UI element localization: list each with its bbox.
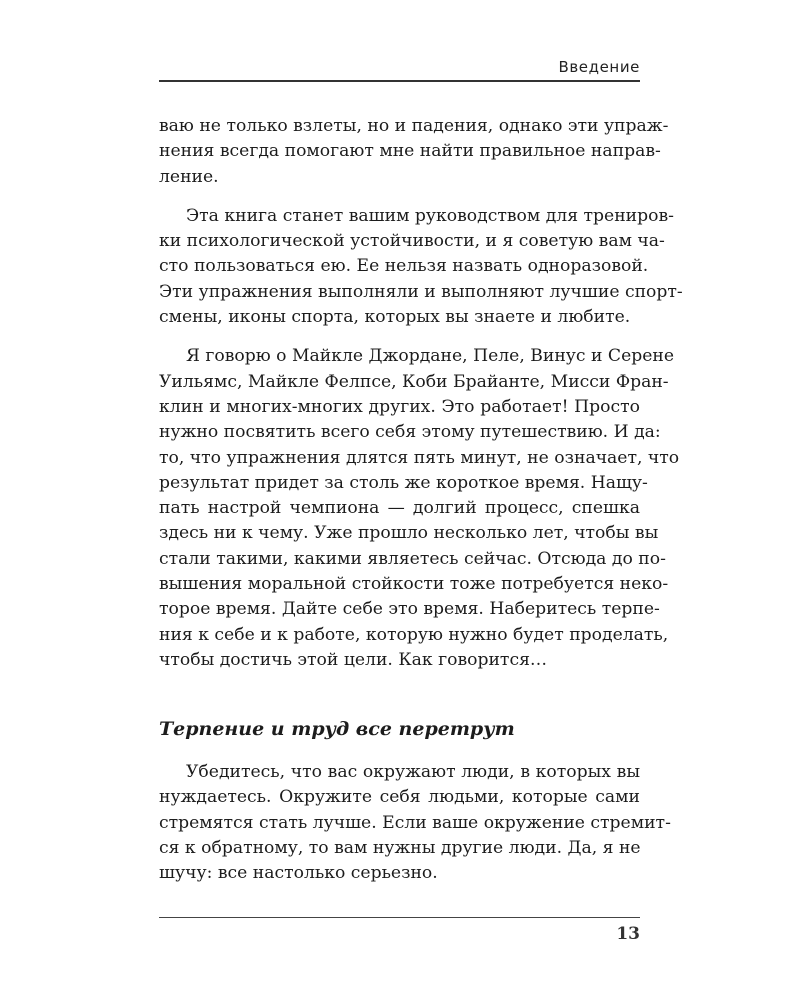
text-line: ки психологической устойчивости, и я советую вам ча-: [159, 231, 665, 252]
text-line: Уильямс, Майкле Фелпсе, Коби Брайанте, Мисси Фран-: [159, 371, 669, 392]
text-line: результат придет за столь же короткое время. Нащу-: [159, 472, 648, 493]
text-line: чтобы достичь этой цели. Как говорится…: [159, 649, 548, 670]
paragraph-1: [159, 114, 669, 190]
text-line: клин и многих-многих других. Это работает! Просто: [159, 396, 640, 417]
text-line: сто пользоваться ею. Ее нельзя назвать одноразовой.: [159, 256, 649, 277]
header-rule: [159, 80, 640, 82]
footer-rule: [159, 917, 640, 918]
text-line: здесь ни к чему. Уже прошло несколько лет, чтобы вы: [159, 523, 659, 544]
text-line-content: Убедитесь, что вас окружают люди, в которых вы: [186, 762, 640, 782]
text-line: [159, 344, 675, 369]
text-line: [159, 760, 640, 785]
text-line: смены, иконы спорта, которых вы знаете и любите.: [159, 307, 631, 328]
text-line: Эти упражнения выполняли и выполняют лучшие спорт-: [159, 281, 683, 302]
text-line: стали такими, какими являетесь сейчас. Отсюда до по-: [159, 548, 666, 569]
text-line: ния к себе и к работе, которую нужно будет проделать,: [159, 624, 669, 645]
text-line: стремятся стать лучше. Если ваше окружение стремит-: [159, 812, 671, 833]
text-line: пать настрой чемпиона — долгий процесс, спешка: [159, 498, 640, 519]
text-line: нения всегда помогают мне найти правильное направ-: [159, 141, 661, 162]
text-line: [159, 204, 674, 229]
text-line: ление.: [159, 166, 219, 187]
text-line-content: Эта книга станет вашим руководством для трениров-: [186, 205, 674, 226]
section-heading: Терпение и труд все перетрут: [159, 718, 515, 740]
text-line: шучу: все настолько серьезно.: [159, 863, 438, 884]
body-text: [159, 114, 683, 673]
text-line: то, что упражнения длятся пять минут, не означает, что: [159, 447, 680, 468]
text-line: ваю не только взлеты, но и падения, однако эти упраж-: [159, 116, 669, 136]
text-line: вышения моральной стойкости тоже потребуется неко-: [159, 574, 669, 595]
text-line: ся к обратному, то вам нужны другие люди. Да, я не: [159, 837, 641, 858]
paragraph-3: [159, 344, 680, 673]
text-line: нуждаетесь. Окружите себя людьми, которые сами: [159, 787, 640, 808]
page-number: 13: [616, 924, 640, 944]
text-line-content: Я говорю о Майкле Джордане, Пеле, Винус и Серене: [186, 346, 675, 367]
text-line: торое время. Дайте себе это время. Наберитесь терпе-: [159, 599, 660, 620]
text-line: нужно посвятить всего себя этому путешествию. И да:: [159, 422, 661, 443]
paragraph-2: [159, 204, 683, 330]
section-text: [159, 760, 671, 886]
running-head: Введение: [558, 58, 640, 76]
